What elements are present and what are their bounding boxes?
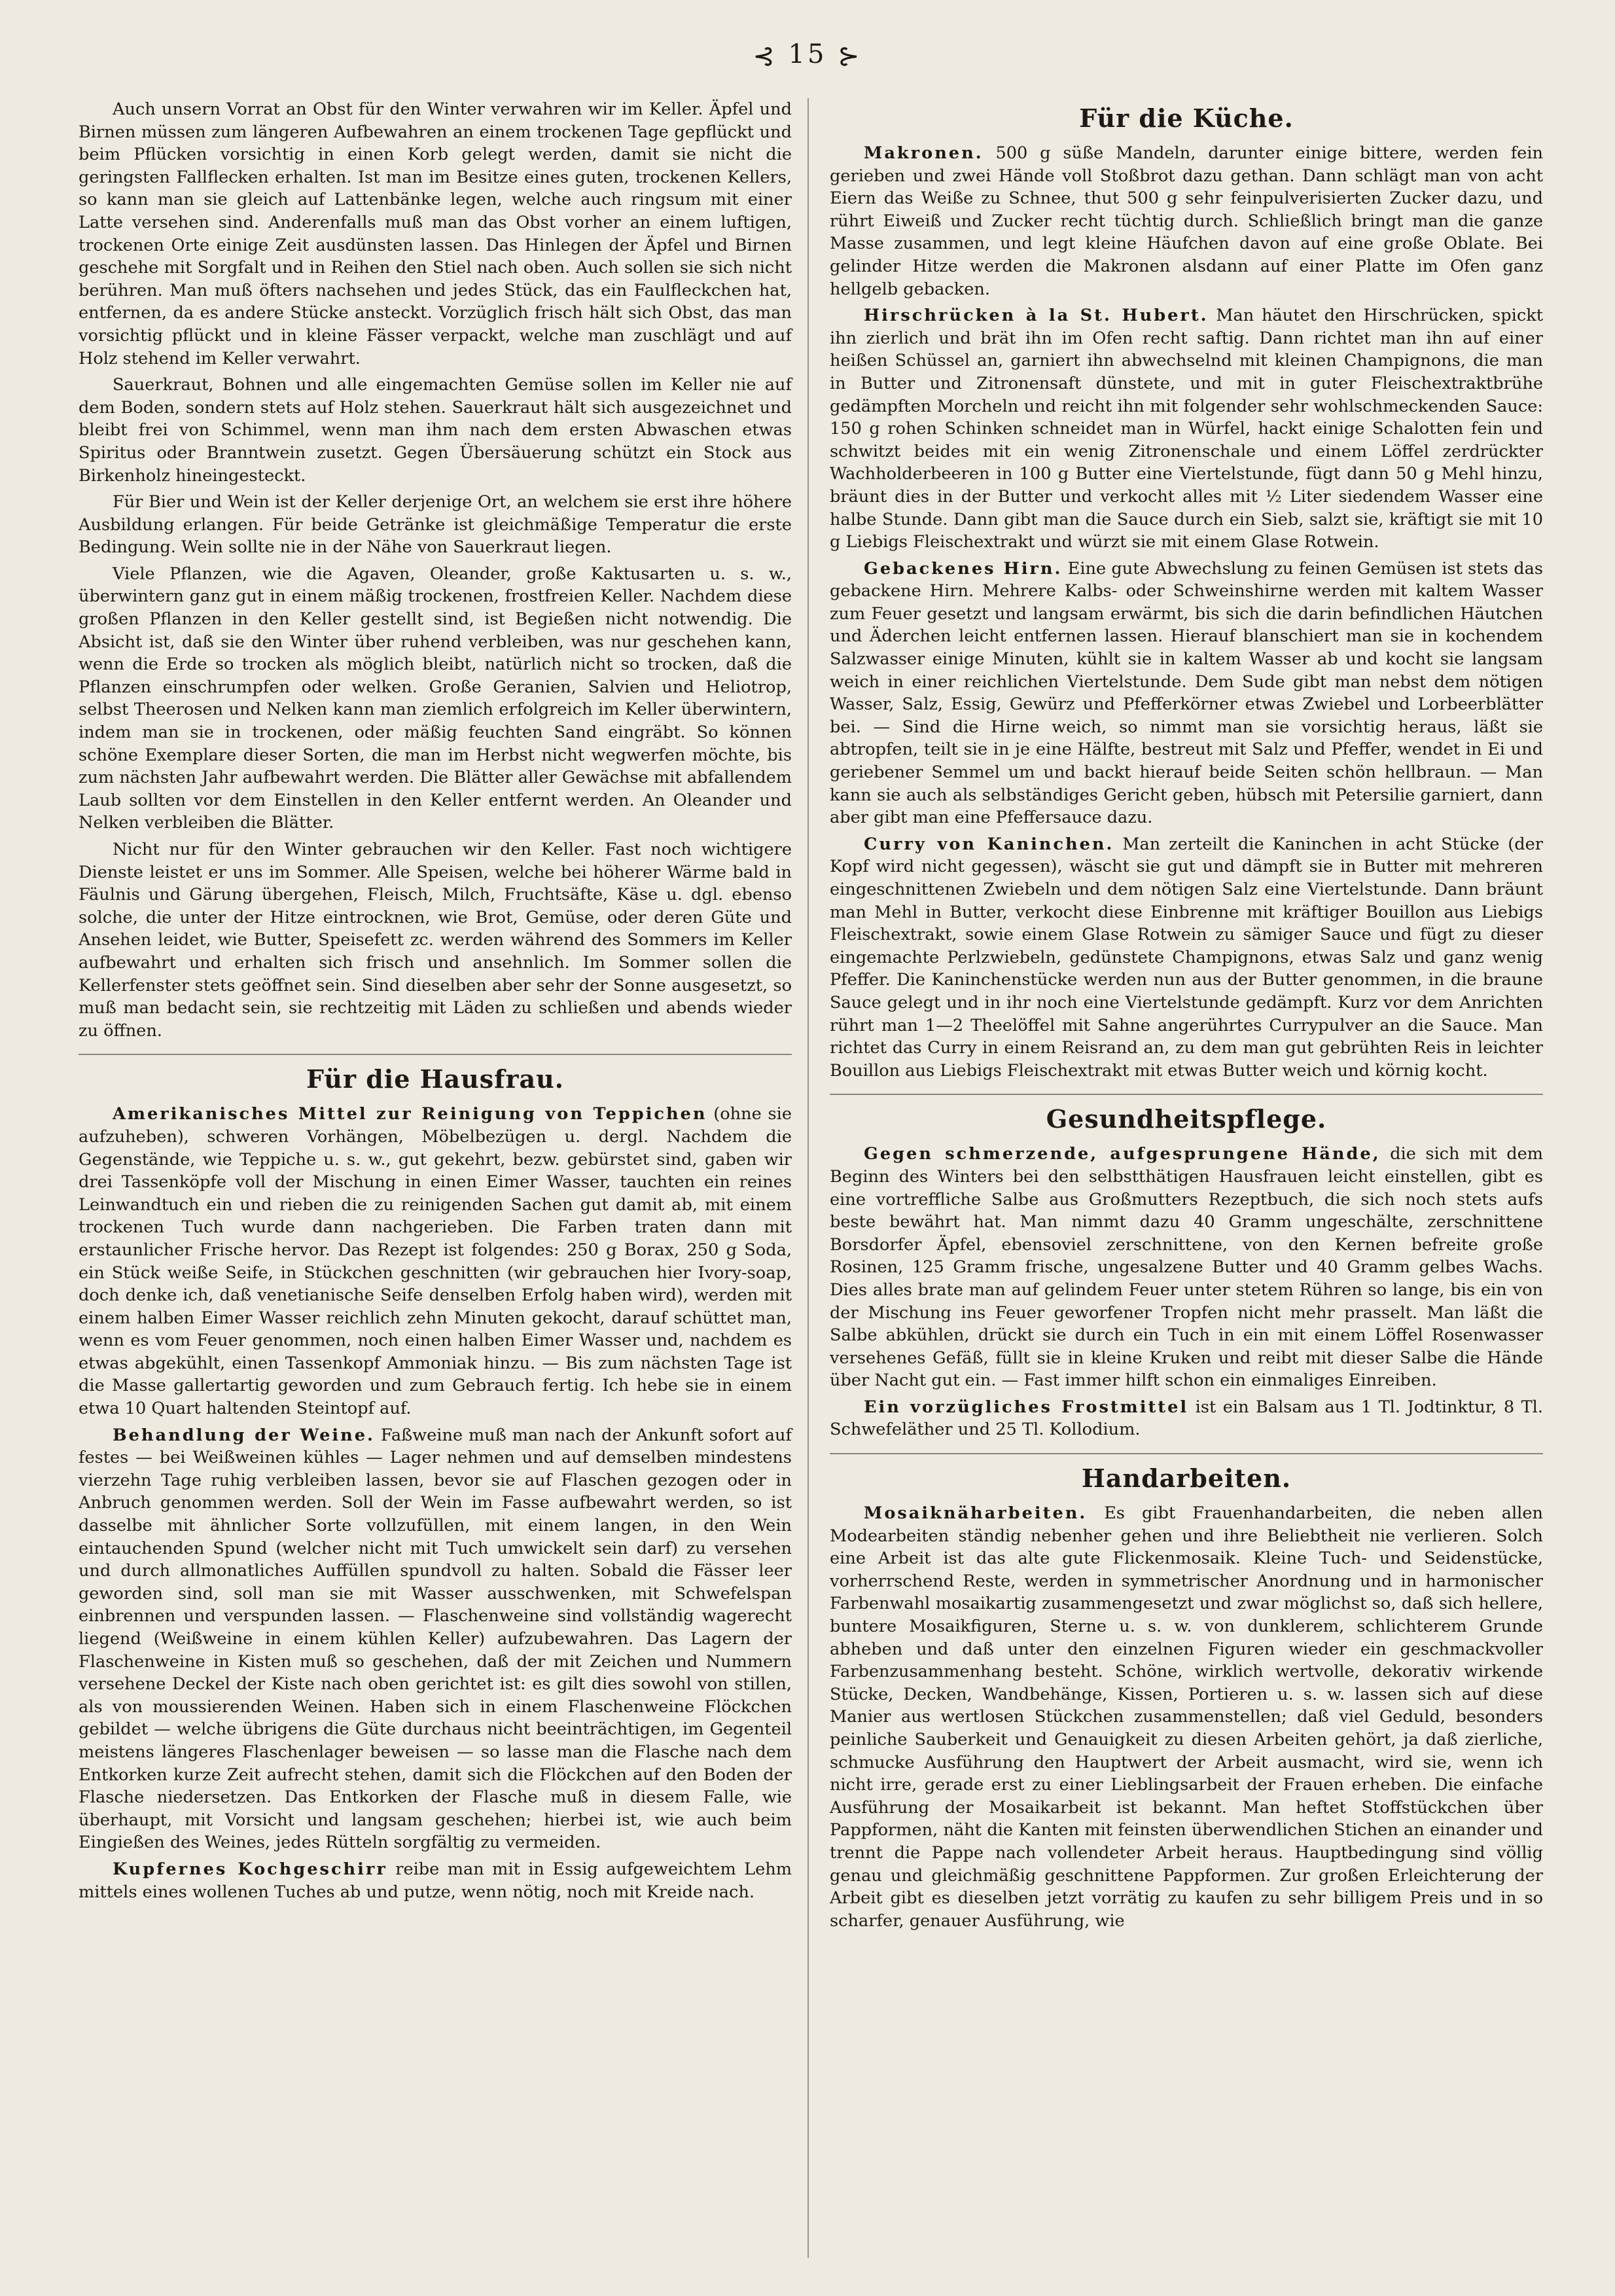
article-lede: Gegen schmerzende, aufgesprungene Hände, xyxy=(864,1144,1381,1164)
article-paragraph xyxy=(79,1103,792,1420)
ornament-left-icon: ⊰ xyxy=(753,41,777,71)
article-text: reibe man mit in Essig aufgeweichtem Lehm mittels eines wollenen Tuches ab und putze, wenn nötig, noch mit Kreide nach. xyxy=(79,1859,792,1902)
keller-paragraph: Viele Pflanzen, wie die Agaven, Oleander, große Kaktusarten u. s. w., überwintern ganz gut in einem mäßig trockenen, frostfreien Keller. Nachdem diese großen Pflanzen in den Keller gestellt sind, ist Begießen nicht notwendig. Die Absicht ist, daß sie den Winter über ruhend verbleiben, was nur geschehen kann, wenn die Erde so trocken als möglich bleibt, natürlich nicht so trocken, daß die Pflanzen einschrumpfen oder welken. Große Geranien, Salvien und Heliotrop, selbst Theerosen und Nelken kann man ziemlich erfolgreich im Keller überwintern, indem man sie in trockenen, oder mäßig feuchten Sand eingräbt. So können schöne Exemplare dieser Sorten, die man im Herbst nicht wegwerfen möchte, bis zum nächsten Jahr aufbewahrt werden. Die Blätter aller Gewächse mit abfallendem Laub sollten vor dem Einstellen in den Keller entfernt werden. An Oleander und Nelken verbleiben die Blätter. xyxy=(79,564,792,833)
article-text: Man häutet den Hirschrücken, spickt ihn zierlich und brät ihn im Ofen recht saftig. Dann richtet man ihn auf einer heißen Schüssel an, garniert ihn abwechselnd mit kleinen Champignons, die man in Butter und Zitronensaft dünstete, und mit in guter Fleischextraktbrühe gedämpften Morcheln und reicht ihn mit folgender sehr wohlschmeckenden Sauce: 150 g rohen Schinken schneidet man in Würfel, hackt einige Schalotten fein und schwitzt beides mit ein wenig Zitronenschale und einem Löffel zerdrückter Wachholderbeeren in 100 g Butter eine Viertelstunde, fügt dann 50 g Mehl hinzu, bräunt dies in der Butter und verkocht alles mit ½ Liter siedendem Wasser eine halbe Stunde. Dann gibt man die Sauce durch ein Sieb, salzt sie, kräftigt sie mit 10 g Liebigs Fleischextrakt und würzt sie mit einem Glase Rotwein. xyxy=(830,306,1543,552)
section-rule xyxy=(830,1094,1543,1095)
keller-paragraph: Für Bier und Wein ist der Keller derjenige Ort, an welchem sie erst ihre höhere Ausbildung erlangen. Für beide Getränke ist gleichmäßige Temperatur die erste Bedingung. Wein sollte nie in der Nähe von Sauerkraut liegen. xyxy=(79,492,792,558)
article-paragraph xyxy=(830,1396,1543,1441)
article-paragraph xyxy=(830,1502,1543,1932)
article-lede: Gebackenes Hirn. xyxy=(864,558,1063,579)
keller-paragraph: Auch unsern Vorrat an Obst für den Winter verwahren wir im Keller. Äpfel und Birnen müssen zum längeren Aufbewahren an einem trockenen Tage gepflückt und beim Pflücken vorsichtig in einen Korb gelegt werden, damit sie nicht die geringsten Fallflecken erhalten. Ist man im Besitze eines guten, trockenen Kellers, so kann man sie gleich auf Lattenbänke legen, welche auch ringsum mit einer Latte versehen sind. Anderenfalls muß man das Obst vorher an einem luftigen, trockenen Orte einige Zeit ausdünsten lassen. Das Hinlegen der Äpfel und Birnen geschehe mit Sorgfalt und in Reihen den Stiel nach oben. Auch sollen sie sich nicht berühren. Man muß öfters nachsehen und jedes Stück, das ein Faulfleckchen hat, entfernen, da es andere Stücke ansteckt. Vorzüglich frisch hält sich Obst, das man vorsichtig pflückt und in kleine Fässer verpackt, welche man zuschlägt und auf Holz stehend im Keller verwahrt. xyxy=(79,99,792,368)
article-lede: Amerikanisches Mittel zur Reinigung von Teppichen xyxy=(113,1104,707,1124)
article-lede: Mosaiknäharbeiten. xyxy=(864,1503,1088,1524)
column-divider xyxy=(808,98,809,2258)
section-title-gesundheit: Gesundheitspflege. xyxy=(1046,1104,1327,1134)
article-lede: Hirschrücken à la St. Hubert. xyxy=(864,306,1209,326)
article-text: Eine gute Abwechslung zu feinen Gemüsen ist stets das gebackene Hirn. Mehrere Kalbs- oder Schweinshirne werden mit kaltem Wasser zum Feuer gesetzt und langsam erwärmt, bis sich die darin befindlichen Häutchen und Äderchen leicht entfernen lassen. Hierauf blanschiert man sie in kochendem Salzwasser einige Minuten, kühlt sie in kaltem Wasser ab und kocht sie langsam weich in einer reichlichen Viertelstunde. Dem Sude gibt man nebst dem nötigen Wasser, Salz, Essig, Gewürz und Pfefferkörner etwas Zwiebel und Lorbeerblätter bei. — Sind die Hirne weich, so nimmt man sie vorsichtig heraus, läßt sie abtropfen, teilt sie in je eine Hälfte, bestreut mit Salz und Pfeffer, wendet in Ei und geriebener Semmel um und backt hierauf beide Seiten schön hellbraun. — Man kann sie auch als selbständiges Gericht geben, hübsch mit Petersilie garniert, dann aber gibt man eine Pfeffersauce dazu. xyxy=(830,558,1544,828)
article-text: Es gibt Frauenhandarbeiten, die neben allen Modearbeiten ständig nebenher gehen und ihre Beliebtheit nie verlieren. Solch eine Arbeit ist das alte gute Flickenmosaik. Kleine Tuch- und Seidenstücke, vorherrschend Reste, werden in symmetrischer Anordnung und in harmonischer Farbenwahl mosaikartig zusammengesetzt und zwar möglichst so, daß sich hellere, buntere Mosaikfiguren, Sterne u. s. w. von dunklerem, schlichterem Grunde abheben und daß unter den einzelnen Figuren wieder ein geschmackvoller Farbenzusammenhang besteht. Schöne, wirklich wertvolle, dekorativ wirkende Stücke, Decken, Wandbehänge, Kissen, Portieren u. s. w. lassen sich auf diese Manier aus wertlosen Stückchen zusammenstellen; daß viel Geduld, besonders peinliche Sauberkeit und Genauigkeit zu diesen Arbeiten gehört, ja daß zierliche, schmucke Ausführung den Hauptwert der Arbeit ausmacht, wird sie, wenn ich nicht irre, gerade erst zu einer Lieblingsarbeit der Frauen erheben. Die einfache Ausführung der Mosaikarbeit ist bekannt. Man heftet Stoffstückchen über Pappformen, näht die Kanten mit feinsten überwendlichen Stichen an einander und trennt die Pappe nach vollendeter Arbeit heraus. Hauptbedingung sind völlig genau und gleichmäßig geschnittene Pappformen. Zur großen Erleichterung der Arbeit gibt es dieselben jetzt vorrätig zu kaufen zu sehr billigem Preis und in so scharfer, genauer Ausführung, wie xyxy=(830,1503,1543,1931)
article-lede: Ein vorzügliches Frostmittel xyxy=(864,1397,1189,1417)
article-text: (ohne sie aufzuheben), schweren Vorhängen, Möbelbezügen u. dergl. Nachdem die Gegenstände, wie Teppiche u. s. w., gut gekehrt, bezw. gebürstet sind, gaben wir drei Tassenköpfe voll der Mischung in einen Eimer Wasser, tauchten ein reines Leinwandtuch ein und rieben die zu reinigenden Sachen gut damit ab, mit einem trockenen Tuch wurde dann nachgerieben. Die Farben traten dann mit erstaunlicher Frische hervor. Das Rezept ist folgendes: 250 g Borax, 250 g Soda, ein Stück weiße Seife, in Stückchen geschnitten (wir gebrauchen hier Ivory-soap, doch denke ich, daß venetianische Seife denselben Erfolg haben wird), werden mit einem halben Eimer Wasser reichlich zehn Minuten gekocht, darauf schüttet man, wenn es vom Feuer genommen, noch einen halben Eimer Wasser und, nachdem es etwas abgekühlt, einen Tassenkopf Ammoniak hinzu. — Bis zum nächsten Tage ist die Masse gallertartig geworden und zum Gebrauch fertig. Ich hebe sie in einem etwa 10 Quart haltenden Steintopf auf. xyxy=(79,1104,792,1419)
section-rule xyxy=(79,1054,792,1055)
article-text: ist ein Balsam aus 1 Tl. Jodtinktur, 8 Tl. Schwefeläther und 25 Tl. Kollodium. xyxy=(830,1397,1543,1440)
page-number: ⊰ 15 ⊱ xyxy=(753,39,862,71)
section-rule xyxy=(830,1453,1543,1454)
section-title-kueche: Für die Küche. xyxy=(1079,103,1294,133)
left-column xyxy=(79,98,792,1907)
article-paragraph xyxy=(830,142,1543,300)
article-text: Man zerteilt die Kaninchen in acht Stücke (der Kopf wird nicht gegessen), wäscht sie gut und dämpft sie in Butter mit mehreren eingeschnittenen Zwiebeln und dem nötigen Salz eine Viertelstunde. Dann bräunt man Mehl in Butter, verkocht diese Einbrenne mit kräftiger Bouillon aus Liebigs Fleischextrakt, sowie einem Glase Rotwein zu sämiger Sauce und fügt zu dieser eingemachte Perlzwiebeln, gedünstete Champignons, etwas Salz und ganz wenig Pfeffer. Die Kaninchenstücke werden nun aus der Butter genommen, in die braune Sauce gelegt und in ihr noch eine Viertelstunde gedämpft. Kurz vor dem Anrichten rührt man 1—2 Theelöffel mit Sahne angerührtes Currypulver an die Sauce. Man richtet das Curry in einem Reisrand an, zu dem man gut gebrühten Reis in leichter Bouillon aus Liebigs Fleischextrakt mit etwas Butter weich und körnig kocht. xyxy=(830,834,1543,1081)
article-paragraph xyxy=(830,304,1543,554)
keller-paragraph: Sauerkraut, Bohnen und alle eingemachten Gemüse sollen im Keller nie auf dem Boden, sondern stets auf Holz stehen. Sauerkraut hält sich ausgezeichnet und bleibt frei von Schimmel, wenn man ihm nach dem ersten Abwaschen etwas Spiritus oder Branntwein zusetzt. Gegen Übersäuerung schützt ein Stock aus Birkenholz hineingesteckt. xyxy=(79,375,792,486)
article-lede: Behandlung der Weine. xyxy=(113,1425,375,1445)
article-text: 500 g süße Mandeln, darunter einige bittere, werden fein gerieben und zwei Hände voll Stoßbrot dazu gethan. Dann schlägt man von acht Eiern das Weiße zu Schnee, thut 500 g sehr feinpulverisierten Zucker dazu, und rührt Eiweiß und Zucker recht tüchtig durch. Schließlich bringt man die ganze Masse zusammen, und legt kleine Häufchen davon auf eine große Oblate. Bei gelinder Hitze werden die Makronen alsdann auf einer Platte im Ofen ganz hellgelb gebacken. xyxy=(830,143,1543,299)
article-text: die sich mit dem Beginn des Winters bei den selbstthätigen Hausfrauen leicht einstellen, gibt es eine vortreffliche Salbe aus Großmutters Rezeptbuch, die sich noch stets aufs beste bewährt hat. Man nimmt dazu 40 Gramm ungeschälte, zerschnittene Borsdorfer Äpfel, ebensoviel zerschnittene, von den Kernen befreite große Rosinen, 125 Gramm frische, ungesalzene Butter und 40 Gramm gelbes Wachs. Dies alles brate man auf gelindem Feuer unter stetem Rühren so lange, bis ein von der Mischung ins Feuer geworfener Tropfen nicht mehr prasselt. Man läßt die Salbe abkühlen, drückt sie durch ein Tuch in ein mit einem Löffel Rosenwasser versehenes Gefäß, füllt sie in kleine Kruken und reibt mit dieser Salbe die Hände über Nacht gut ein. — Fast immer hilft schon ein einmaliges Einreiben. xyxy=(830,1144,1543,1391)
article-lede: Curry von Kaninchen. xyxy=(864,834,1114,854)
section-title-hausfrau: Für die Hausfrau. xyxy=(306,1064,564,1094)
article-paragraph xyxy=(79,1424,792,1854)
article-paragraph xyxy=(830,833,1543,1083)
article-text: Faßweine muß man nach der Ankunft sofort auf festes — bei Weißweinen kühles — Lager nehmen und auf demselben mindestens vierzehn Tage ruhig verbleiben lassen, bevor sie auf Flaschen gezogen oder in Anbruch genommen werden. Soll der Wein im Fasse aufbewahrt werden, so ist dasselbe mit ähnlicher Sorte vollzufüllen, mit einem langen, in den Wein eintauchenden Spund (welcher nicht mit Tuch umwickelt sein darf) zu versehen und durch allmonatliches Auffüllen spundvoll zu halten. Sobald die Fässer leer geworden sind, soll man sie mit Wasser ausschwenken, mit Schwefelspan einbrennen und verspunden lassen. — Flaschenweine sind vollständig wagerecht liegend (Weißweine in einem kühlen Keller) aufzubewahren. Das Lagern der Flaschenweine in Kisten muß so geschehen, daß der mit Zeichen und Nummern versehene Deckel der Kiste nach oben gerichtet ist: es gilt dies sowohl von stillen, als von moussierenden Weinen. Haben sich in einem Flaschenweine Flöckchen gebildet — welche übrigens die Güte durchaus nicht beeinträchtigen, im Gegenteil meistens längeres Flaschenlager beweisen — so lasse man die Flasche nach dem Entkorken kurze Zeit aufrecht stehen, damit sich die Flöckchen auf den Boden der Flasche niedersetzen. Das Entkorken der Flasche muß in diesem Falle, wie überhaupt, mit Vorsicht und langsam geschehen; hierbei ist, wie auch beim Eingießen des Weines, jedes Rütteln sorgfältig zu vermeiden. xyxy=(79,1425,792,1853)
article-lede: Kupfernes Kochgeschirr xyxy=(113,1859,387,1879)
right-column xyxy=(830,98,1543,1936)
section-title-handarbeiten: Handarbeiten. xyxy=(1081,1463,1292,1494)
article-paragraph xyxy=(830,1143,1543,1392)
article-lede: Makronen. xyxy=(864,143,984,163)
ornament-right-icon: ⊱ xyxy=(838,41,862,71)
keller-paragraph: Nicht nur für den Winter gebrauchen wir den Keller. Fast noch wichtigere Dienste leistet er uns im Sommer. Alle Speisen, welche bei höherer Wärme bald in Fäulnis und Gärung übergehen, Fleisch, Milch, Fruchtsäfte, Käse u. dgl. ebenso solche, die unter der Hitze eintrocknen, wie Brot, Gemüse, oder deren Güte und Ansehen leidet, wie Butter, Speisefett zc. werden während des Sommers im Keller aufbewahrt und erhalten sich frisch und ansehnlich. Im Sommer sollen die Kellerfenster stets geöffnet sein. Sind dieselben aber sehr der Sonne ausgesetzt, so muß man bedacht sein, sie rechtzeitig mit Läden zu schließen und abends wieder zu öffnen. xyxy=(79,840,792,1041)
article-paragraph xyxy=(79,1858,792,1903)
article-paragraph xyxy=(830,558,1543,829)
